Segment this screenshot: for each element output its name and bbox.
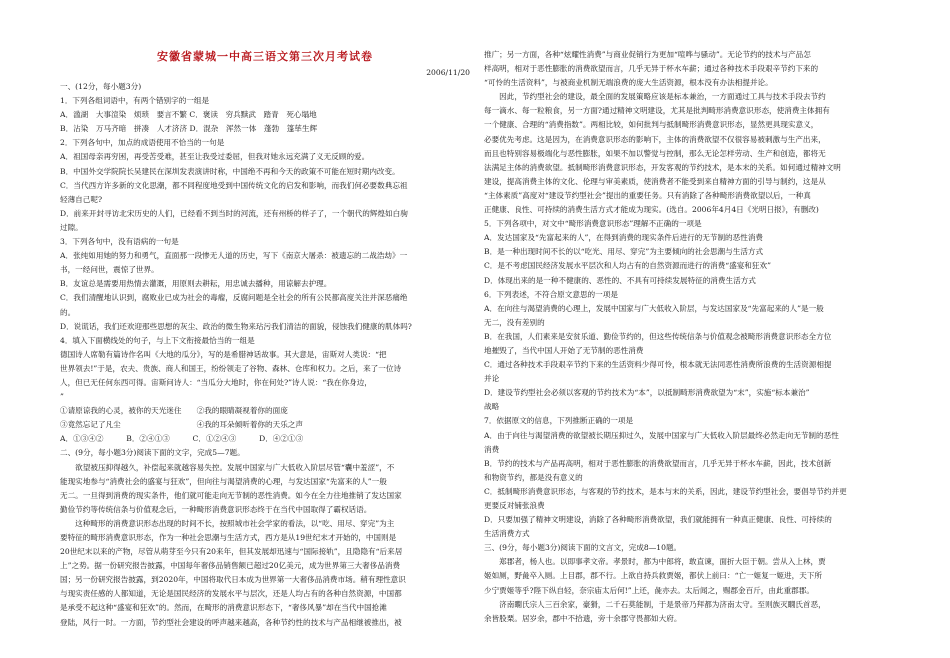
text-line: D．体现出来的是一种不健康的、恶性的、不具有可持续发展特征的消费生活方式: [484, 275, 756, 285]
text-line: B．友谊总是需要用热情去灌溉，用原则去耕耘，用忠诚去播种，用谅解去护理。: [60, 279, 332, 289]
text-line: D．建设节约型社会必须以客观的节约技术为“本”，以抵制畸形消费欲望为“末”，实施“标本兼治”: [484, 388, 810, 398]
text-line: 书，一经问世，震惊了世界。: [60, 265, 159, 275]
text-line: 5．下列各项中，对文中“畸形消费意识形态”理解不正确的一项是: [484, 219, 702, 229]
page-title: 安徽省蒙城一中高三语文第三次月考试卷: [157, 50, 373, 63]
text-line: B．中国外交学院院长吴建民在深圳发表演讲时称，中国绝不再和今天的政策不可能在短时期内改变。: [60, 166, 400, 176]
text-line: A．滥湖 大事渲染 烦琐 要言不繁 C．褒读 穷兵黩武 踏青 死心塌地: [60, 110, 317, 120]
text-line: ”: [60, 392, 64, 402]
text-line: B．沾染 万马齐暗 拼凑 人才济济 D．混杂 浑然一体 蓬勃 篷荜生辉: [60, 124, 318, 134]
text-line: 世界领去!”于是，农夫、贵族、商人和国王，纷纷领走了谷物、森林、仓库和权力。之后，来了一位诗: [60, 363, 402, 373]
text-line: “主体素质”高度对“建设节约型社会”提出的重要任务。只有消除了各种畸形消费欲望以后，一种真: [484, 190, 811, 200]
text-line: 济南瞯氏宗人三百余家，豪猾，二千石莫能制，于是景帝乃拜都为济南太守。至则族灭瞯氏首恶，: [484, 599, 826, 609]
text-line: C．是不考虑国民经济发展水平层次和人均占有的自然资源而进行的消费“盛宴和狂欢”: [484, 261, 771, 271]
text-line: 因此，节约型社会的建设，最全面的发展策略应该是标本兼治，一方面通过工具与技术手段去节约: [484, 92, 826, 102]
text-line: 余皆股栗。居岁余，郡中不拾遗，旁十余郡守畏都如大府。: [484, 613, 682, 623]
text-line: ①请原谅我的心灵，被你的天光迷住 ②我的眼睛凝视着你的面庞: [60, 406, 288, 416]
text-line: 能现实地参与“消费社会的盛宴与狂欢”，但向往与渴望消费的心理，与发达国家“先富来的人”一般: [60, 476, 387, 486]
text-line: 要特征的畸形消费意识形态，作为一种社会思潮与生活方式，西方是从19世纪末才开始的，中国则是: [60, 533, 397, 542]
text-line: A．张纯如用她的努力和勇气，直面那一段惨无人道的历史，写下《南京大屠杀：被遗忘的二战浩劫》一: [60, 251, 408, 261]
text-line: D．说谎话，我们还欢迎那些思想的灰尘、政治的微生物来玷污我们清洁的面貌，侵蚀我们健康的肌体吗?: [60, 321, 412, 331]
right-column: [484, 48, 898, 626]
text-line: 一个健康、合理的“消费指数”。两相比较，如何批判与抵制畸形消费意识形态，显然更具现实意义，: [484, 120, 819, 130]
text-line: 德国诗人席勒有篇诗作名叫《大地的瓜分》，写的是希腊神话故事。其大意是，宙斯对人类说：“把: [60, 349, 387, 359]
text-line: 姬如厕，野彘卒入厕。上目郡，郡不行。上欲自持兵救贾姬，都伏上前曰：“亡一姬复一姬进，天下所: [484, 571, 823, 581]
text-line: 而且也特别容易极端化与恶性膨胀，如果不加以警觉与控制，那么无论怎样劳动、生产和创造，都将无: [484, 148, 826, 158]
text-line: 消费: [484, 444, 500, 454]
text-line: 并论: [484, 374, 500, 384]
text-line: B．在我国，人们素来是安贫乐道、勤俭节约的，但这些传统信条与价值观念被畸形消费意识形态全方位: [484, 331, 832, 341]
text-line: C．当代西方许多新的文化思潮，都不同程度地受到中国传统文化的启发和影响，而我们何必要数典忘祖: [60, 180, 408, 190]
text-line: 1．下列各组词语中，有两个错别字的一组是: [60, 96, 210, 106]
text-line: 二、(9分，每小题3分)阅读下面的文字，完成5—7题。: [60, 448, 245, 458]
text-line: 4．填入下面横线处的句子，与上下文衔接最恰当的一组是: [60, 335, 255, 345]
text-line: C．我们清醒地认识到，腐败业已成为社会的毒瘤，反腐问题是全社会的所有公民都高度关注并深恶痛绝: [60, 293, 408, 303]
text-line: 欲望被压抑得越久，补偿起来就越容易失控。发展中国家与广大低收入阶层尽管“囊中羞涩”，不: [60, 462, 395, 472]
text-line: 地摧毁了，当代中国人开始了无节制的恶性消费: [484, 345, 644, 355]
text-line: 法满足主体的消费欲望。抵制畸形消费意识形态，开发客观的节约技术，是本末的关系。如何通过精神文明: [484, 162, 841, 172]
text-line: B．节约的技术与产品再高明，相对于恶性膨胀的消费欲望而言，几乎无异于杯水车薪，因此，技术创新: [484, 458, 832, 468]
text-line: 人，但已无任何东西可得。宙斯问诗人：“当瓜分大地时，你在何处?”诗人说：“我在你身边，: [60, 377, 372, 387]
text-line: A．祖国母亲再穷困，再受苦受难，甚至让我受过委屈，但我对她永远充满了义无反顾的爱。: [60, 152, 370, 162]
text-line: 三、(9分，每小题3分)阅读下面的文言文，完成8—10题。: [484, 543, 682, 553]
text-line: 生活消费方式: [484, 529, 530, 539]
exam-date: 2006/11/20: [426, 68, 470, 77]
text-line: 正健康、良性、可持续的消费生活方式才能成为现实。(选自。2006年4月4日《光明日报》，有删改): [484, 205, 819, 215]
left-column: [60, 80, 470, 630]
text-line: 和物资节约，都是没有意义的: [484, 472, 583, 482]
text-line: B．是一种出现时间不长的以“吃光、用尽、穿完”为主要倾向的社会思潮与生活方式: [484, 247, 764, 257]
text-line: 无二。一旦得到消费的现实条件，他们就可能走向无节制的恶性消费。如今在全力往地推销了发达国家: [60, 490, 402, 500]
text-line: 轻薄自己呢?: [60, 194, 103, 204]
text-line: C．通过各种技术手段艰辛节约下来的生活资料少得可怜，根本就无法同恶性消费所浪费的生活资源相提: [484, 360, 832, 370]
text-line: 的。: [60, 307, 76, 317]
text-line: C．抵制畸形消费意识形态，与客观的节约技术，是本与末的关系，因此，建设节约型社会，要倡导节约并更: [484, 486, 847, 496]
text-line: 国；另一份研究报告披露，到2020年，中国将取代日本成为世界第一大奢侈品消费市场。稍有理性意识: [60, 575, 406, 585]
text-line: 建设，提高消费主体的文化、伦理与审美素质，使消费者不能受到来自精神方面的引导与制约，这是从: [484, 176, 826, 186]
text-line: 少宁贾姬等乎?陛下纵自轻，奈宗庙太后何!”上还，彘亦去。太后闻之，赐郡金百斤，由此重郡郡。: [484, 585, 814, 595]
text-line: 每一滴水、每一粒粮食，另一方面?通过精神文明建设，尤其是批判畸形消费意识形态，使消费主体拥有: [484, 106, 830, 116]
text-line: 登陆，风行一时。一方面，节约型社会建设的呼声越来越高，各种节约性的技术与产品相继被推出，被: [60, 617, 402, 627]
text-line: 过隙。: [60, 222, 83, 232]
text-line: 推广；另一方面，各种“炫耀性消费”与商业促销行为更加“喧哗与骚动”。无论节约的技术与产品怎: [484, 50, 811, 59]
text-line: 7．依据原文的信息，下列推断正确的一项是: [484, 416, 634, 426]
text-line: 无二，没有差别的: [484, 317, 545, 327]
text-line: 郑郡者，杨人也。以即事孝文帝。孝景时，都为中郎将，敢直谏，面折大臣于朝。尝从入上林，贾: [484, 557, 826, 567]
text-line: A．发达国家及“先富起来的人”，在得到消费的现实条件后进行的无节制的恶性消费: [484, 233, 764, 243]
text-line: 样高明，相对于恶性膨胀的消费欲望而言，几乎无异于杯水车薪；通过各种技术手段艰辛节约下来的: [484, 64, 819, 74]
text-line: 20世纪末以来的产物，尽管从萌芽至今只有20来年，但其发展却迅速与“国际接轨”，且隐隐有“后来居: [60, 547, 403, 557]
text-line: 是承受不起这种“盛宴和狂欢”的。然而，在畸形的消费意识形态下，“奢侈风暴”却在当代中国抢滩: [60, 603, 387, 613]
text-line: 勤俭节约等传统信条与价值观念后，一种畸形消费意识形态终于在当代中国取得了霸权话语。: [60, 504, 372, 514]
text-line: 6．下列表述，不符合原文意思的一项是: [484, 289, 618, 299]
text-line: D．只要加强了精神文明建设，消除了各种畸形消费欲望，我们就能拥有一种真正健康、良性、可持续的: [484, 515, 832, 525]
text-line: 一、(12分，每小题3分): [60, 82, 142, 91]
text-line: “可怜的生活资料”，与被商业机制无端浪费的庞大生活资源，根本没有办法相提并论。: [484, 78, 773, 88]
text-line: 与现实责任感的人都知道，无论是国民经济的发展水平与层次，还是人均占有的各种自然资源，中国都: [60, 589, 402, 599]
text-line: 战略: [484, 402, 500, 412]
text-line: 必要优先考虑。这是因为，在消费意识形态的影响下，主体的消费欲望不仅很容易被刺激与生产出来，: [484, 134, 826, 144]
text-line: 上”之势。据一份研究报告披露，中国每年奢侈品销售额已超过20亿美元，成为世界第三大奢侈品消费: [60, 561, 401, 571]
text-line: 3．下列各句中，没有语病的一句是: [60, 237, 179, 247]
text-line: ③竟然忘记了凡尘 ④我的耳朵倾听着你的天乐之声: [60, 420, 303, 430]
text-line: 更要反对铺张浪费: [484, 501, 545, 510]
text-line: 2．下列各句中，加点的成语使用不恰当的一句是: [60, 138, 225, 148]
text-line: 这种畸形的消费意识形态出现的时间不长，按照城市社会学家的看法，以“吃、用尽、穿完”为主: [60, 518, 395, 528]
text-line: A．在向往与渴望消费的心理上，发展中国家与广大低收入阶层，与发达国家及“先富起来的人”是一般: [484, 303, 824, 313]
text-line: A．由于向往与渴望消费的欲望被长期压抑过久，发展中国家与广大低收入阶层最终必然走向无节制的恶性: [484, 430, 839, 440]
text-line: D．前来开封寻访北宋历史的人们，已经看不到当时的河流，还有州桥的样子了，一个朝代的辉煌如白驹: [60, 208, 408, 218]
text-line: A．①③④② B．②④①③ C．①②④③ D．④②①③: [60, 434, 304, 444]
